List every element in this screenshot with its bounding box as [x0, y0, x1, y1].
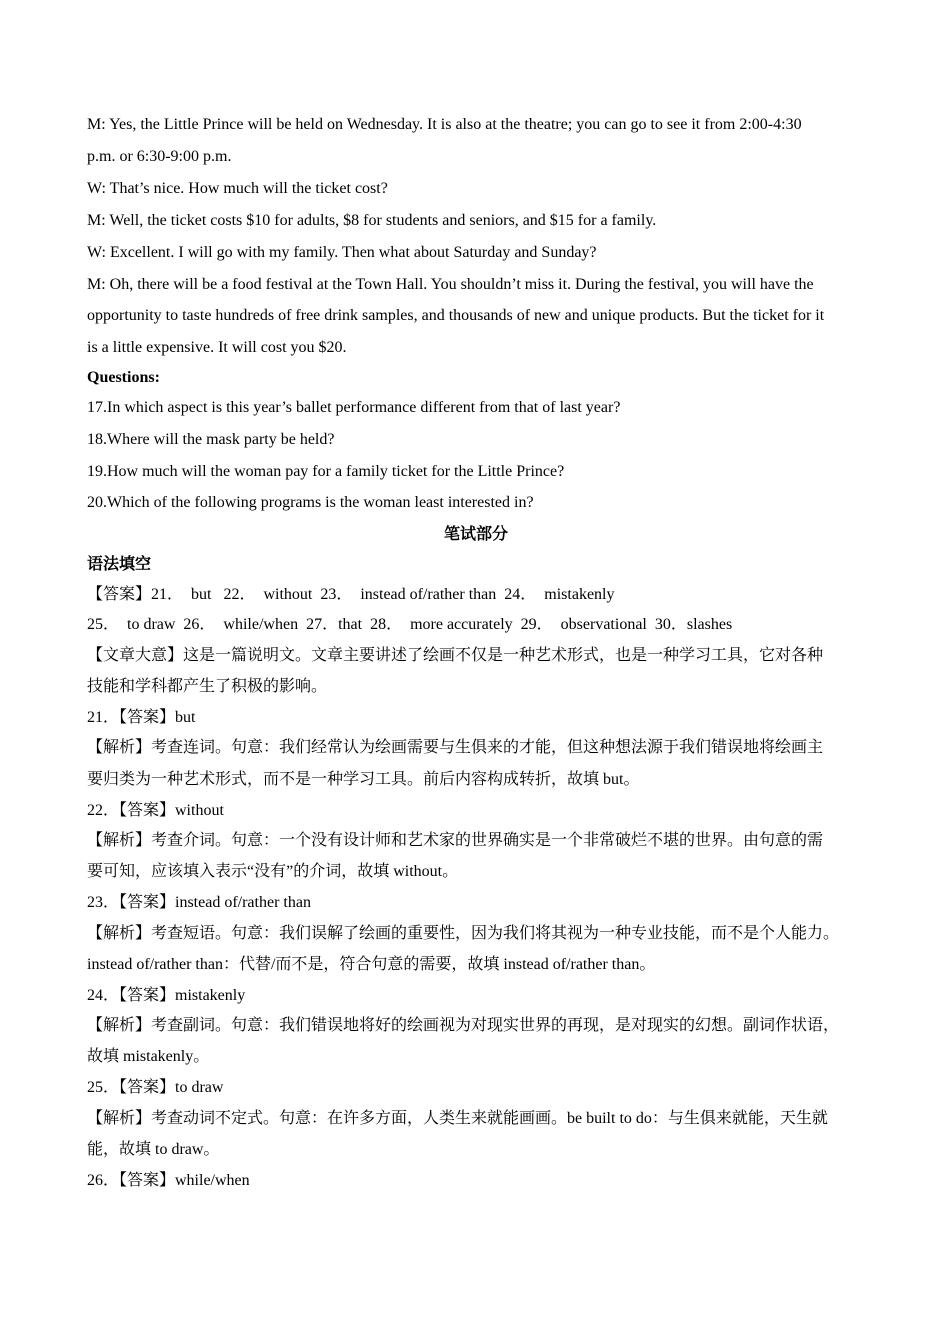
dialogue-line: M: Well, the ticket costs $10 for adults, $8 for students and seniors, and $15 for a family.	[87, 212, 657, 229]
question-item: 18.Where will the mask party be held?	[87, 431, 335, 448]
explanation-line: 要归类为一种艺术形式，而不是一种学习工具。前后内容构成转折，故填 but。	[87, 771, 640, 788]
explanation-line: 【解析】考查介词。句意：一个没有设计师和艺术家的世界确实是一个非常破烂不堪的世界。由句意的需	[87, 832, 824, 849]
explanation-line: instead of/rather than：代替/而不是，符合句意的需要，故填 instead of/rather than。	[87, 956, 656, 973]
explanation-header: 24．【答案】mistakenly	[87, 987, 246, 1004]
explanation-line: 故填 mistakenly。	[87, 1048, 210, 1065]
explanation-line: 能，故填 to draw。	[87, 1141, 220, 1158]
explanation-line: 【解析】考查短语。句意：我们误解了绘画的重要性，因为我们将其视为一种专业技能，而不是个人能力。	[87, 925, 840, 942]
explanation-header: 21．【答案】but	[87, 709, 196, 726]
questions-heading: Questions:	[87, 369, 160, 386]
section-title: 笔试部分	[443, 526, 508, 543]
question-item: 19.How much will the woman pay for a family ticket for the Little Prince?	[87, 463, 565, 480]
explanation-line: 要可知，应该填入表示“没有”的介词，故填 without。	[87, 863, 459, 880]
answer-line: 25． to draw 26． while/when 27．that 28． more accurately 29． observational 30．slashes	[87, 616, 733, 633]
dialogue-line: p.m. or 6:30-9:00 p.m.	[87, 148, 232, 165]
question-item: 17.In which aspect is this year’s ballet performance different from that of last year?	[87, 399, 621, 416]
explanation-header: 25．【答案】to draw	[87, 1079, 224, 1096]
explanation-header: 22．【答案】without	[87, 802, 224, 819]
explanation-header: 23．【答案】instead of/rather than	[87, 894, 311, 911]
dialogue-line: M: Oh, there will be a food festival at the Town Hall. You shouldn’t miss it. During the festival, you will have the	[87, 276, 814, 293]
explanation-line: 【解析】考查连词。句意：我们经常认为绘画需要与生俱来的才能，但这种想法源于我们错误地将绘画主	[87, 739, 824, 756]
summary-line: 【文章大意】这是一篇说明文。文章主要讲述了绘画不仅是一种艺术形式，也是一种学习工具，它对各种	[87, 647, 824, 664]
answer-line: 【答案】21． but 22． without 23． instead of/rather than 24． mistakenly	[87, 586, 615, 603]
summary-line: 技能和学科都产生了积极的影响。	[87, 678, 328, 695]
question-item: 20.Which of the following programs is the woman least interested in?	[87, 494, 534, 511]
dialogue-line: W: That’s nice. How much will the ticket cost?	[87, 180, 388, 197]
dialogue-line: M: Yes, the Little Prince will be held on Wednesday. It is also at the theatre; you can go to see it from 2:00-4:30	[87, 116, 802, 133]
explanation-line: 【解析】考查副词。句意：我们错误地将好的绘画视为对现实世界的再现，是对现实的幻想。副词作状语，	[87, 1017, 840, 1034]
dialogue-line: W: Excellent. I will go with my family. Then what about Saturday and Sunday?	[87, 244, 597, 261]
dialogue-line: is a little expensive. It will cost you $20.	[87, 339, 347, 356]
explanation-header: 26．【答案】while/when	[87, 1172, 250, 1189]
dialogue-line: opportunity to taste hundreds of free drink samples, and thousands of new and unique products. But the ticket for it	[87, 307, 825, 324]
subsection-title: 语法填空	[87, 556, 152, 573]
explanation-line: 【解析】考查动词不定式。句意：在许多方面，人类生来就能画画。be built to do：与生俱来就能，天生就	[87, 1110, 828, 1127]
